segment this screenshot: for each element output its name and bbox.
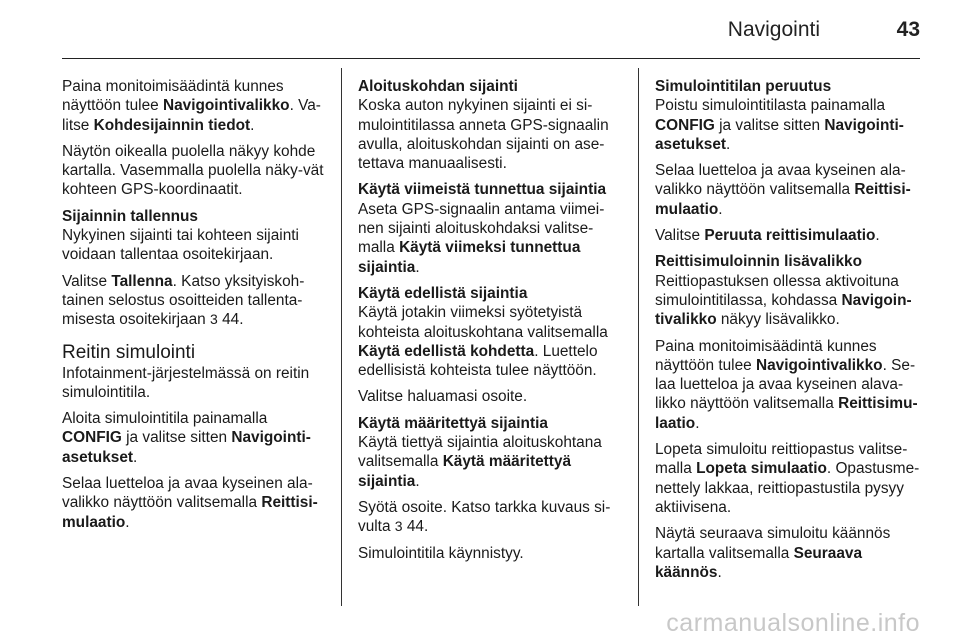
section-heading-start-location: Aloituskohdan sijainti	[358, 78, 518, 95]
paragraph: Valitse Tallenna. Katso yksityiskoh-tainen selostus osoitteiden tallenta-misesta osoitekirjaan 3 44.	[62, 272, 305, 329]
column-divider	[341, 68, 342, 606]
paragraph: Selaa luetteloa ja avaa kyseinen ala-valikko näyttöön valitsemalla Reittisi-mulaatio.	[62, 475, 318, 531]
section-heading-save: Sijainnin tallennus	[62, 207, 198, 225]
paragraph: Paina monitoimisäädintä kunnes näyttöön tulee Navigointivalikko. Va-litse Kohdesijainnin tiedot.	[62, 78, 321, 134]
section-heading-previous: Käytä edellistä sijaintia	[358, 284, 528, 302]
paragraph: Näytä seuraava simuloitu käännös kartalla valitsemalla Seuraava käännös.	[655, 525, 891, 581]
paragraph: Poistu simulointitilasta painamalla CONFIG ja valitse sitten Navigointi-asetukset.	[655, 97, 904, 153]
watermark: carmanualsonline.info	[666, 609, 920, 637]
paragraph: Valitse Peruuta reittisimulaatio.	[655, 227, 880, 245]
section-heading-simulation: Reitin simulointi	[62, 341, 196, 363]
paragraph: Näytön oikealla puolella näkyy kohde kartalla. Vasemmalla puolella näky-vät kohteen GPS-koordinaatit.	[62, 142, 324, 199]
paragraph: Käytä tiettyä sijaintia aloituskohtana valitsemalla Käytä määritettyä sijaintia.	[358, 434, 602, 490]
paragraph: Aloita simulointitila painamalla CONFIG ja valitse sitten Navigointi-asetukset.	[62, 410, 311, 466]
page-header	[62, 0, 920, 59]
paragraph: Lopeta simuloitu reittiopastus valitse-malla Lopeta simulaatio. Opastusme-nettely lakkaa, reittiopastustila pysyy aktiivisena.	[655, 441, 920, 516]
paragraph: Valitse haluamasi osoite.	[358, 388, 528, 406]
page-ref-arrow-icon: 3	[394, 518, 403, 535]
page-title: Navigointi	[727, 18, 820, 41]
page-number: 43	[896, 18, 920, 41]
section-heading-submenu: Reittisimuloinnin lisävalikko	[655, 253, 862, 271]
page-ref-arrow-icon: 3	[210, 311, 218, 328]
paragraph: Selaa luetteloa ja avaa kyseinen ala-valikko näyttöön valitsemalla Reittisi-mulaatio.	[655, 162, 911, 218]
paragraph: Nykyinen sijainti tai kohteen sijainti voidaan tallentaa osoitekirjaan.	[62, 227, 299, 264]
column-3	[655, 77, 925, 589]
paragraph: Käytä jotakin viimeksi syötetyistä kohteista aloituskohtana valitsemalla Käytä edellistä kohdetta. Luettelo edellisistä kohteista tulee näyttöön.	[358, 304, 608, 380]
paragraph: Reittiopastuksen ollessa aktivoituna simulointitilassa, kohdassa Navigoin-tivalikko näkyy lisävalikko.	[655, 272, 912, 329]
section-heading-cancel: Simulointitilan peruutus	[655, 78, 832, 95]
paragraph: Paina monitoimisäädintä kunnes näyttöön tulee Navigointivalikko. Se-laa luetteloa ja avaa kyseinen alava-likko näyttöön valitsemalla Reittisimu-laatio.	[655, 337, 918, 432]
column-2	[358, 77, 628, 570]
paragraph: Syötä osoite. Katso tarkka kuvaus si-vulta 3 44.	[358, 498, 611, 536]
column-divider	[638, 68, 639, 606]
section-heading-defined: Käytä määritettyä sijaintia	[358, 414, 548, 432]
paragraph: Simulointitila käynnistyy.	[358, 544, 524, 562]
paragraph: Aseta GPS-signaalin antama viimei-nen sijainti aloituskohdaksi valitse-malla Käytä viimeksi tunnettua sijaintia.	[358, 200, 605, 276]
paragraph: Koska auton nykyinen sijainti ei si-mulointitilassa anneta GPS-signaalin avulla, aloituskohdan sijainti on ase-tettava manuaalisesti.	[358, 97, 609, 173]
column-1	[62, 77, 328, 539]
paragraph: Infotainment-järjestelmässä on reitin simulointitila.	[62, 364, 310, 401]
section-heading-last-known: Käytä viimeistä tunnettua sijaintia	[358, 181, 607, 199]
